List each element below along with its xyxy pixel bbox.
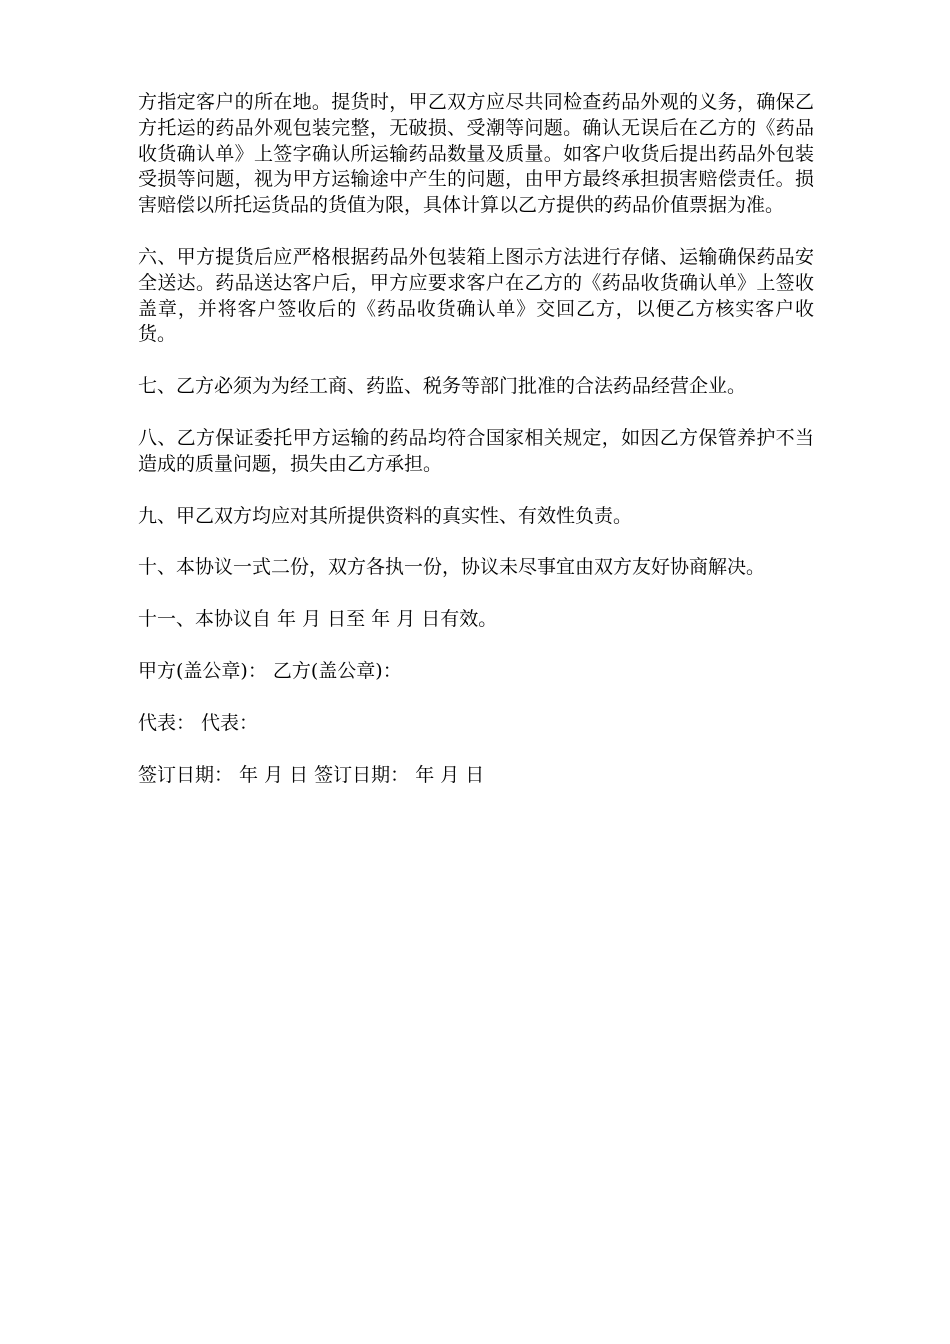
- clause-five-continued: 方指定客户的所在地。提货时，甲乙双方应尽共同检查药品外观的义务，确保乙方托运的药品外观包装完整，无破损、受潮等问题。确认无误后在乙方的《药品收货确认单》上签字确认所运输药品数量及质量。如客户收货后提出药品外包装受损等问题，视为甲方运输途中产生的问题，由甲方最终承担损害赔偿责任。损害赔偿以所托运货品的货值为限，具体计算以乙方提供的药品价值票据为准。: [138, 91, 814, 217]
- clause-eight: 八、乙方保证委托甲方运输的药品均符合国家相关规定，如因乙方保管养护不当造成的质量问题，损失由乙方承担。: [138, 426, 814, 475]
- clause-seven: 七、乙方必须为为经工商、药监、税务等部门批准的合法药品经营企业。: [138, 375, 747, 398]
- representative-line: 代表： 代表：: [138, 711, 259, 734]
- signing-date-line: 签订日期： 年 月 日 签订日期： 年 月 日: [138, 763, 485, 786]
- document-body: [138, 90, 814, 814]
- clause-eleven: 十一、本协议自 年 月 日至 年 月 日有效。: [138, 608, 498, 631]
- clause-ten: 十、本协议一式二份，双方各执一份，协议未尽事宜由双方友好协商解决。: [138, 556, 766, 579]
- clause-nine: 九、甲乙双方均应对其所提供资料的真实性、有效性负责。: [138, 504, 633, 527]
- party-seal-line: 甲方(盖公章)： 乙方(盖公章)：: [138, 659, 402, 682]
- clause-six: 六、甲方提货后应严格根据药品外包装箱上图示方法进行存储、运输确保药品安全送达。药品送达客户后，甲方应要求客户在乙方的《药品收货确认单》上签收盖章，并将客户签收后的《药品收货确认单》交回乙方，以便乙方核实客户收货。: [138, 245, 814, 346]
